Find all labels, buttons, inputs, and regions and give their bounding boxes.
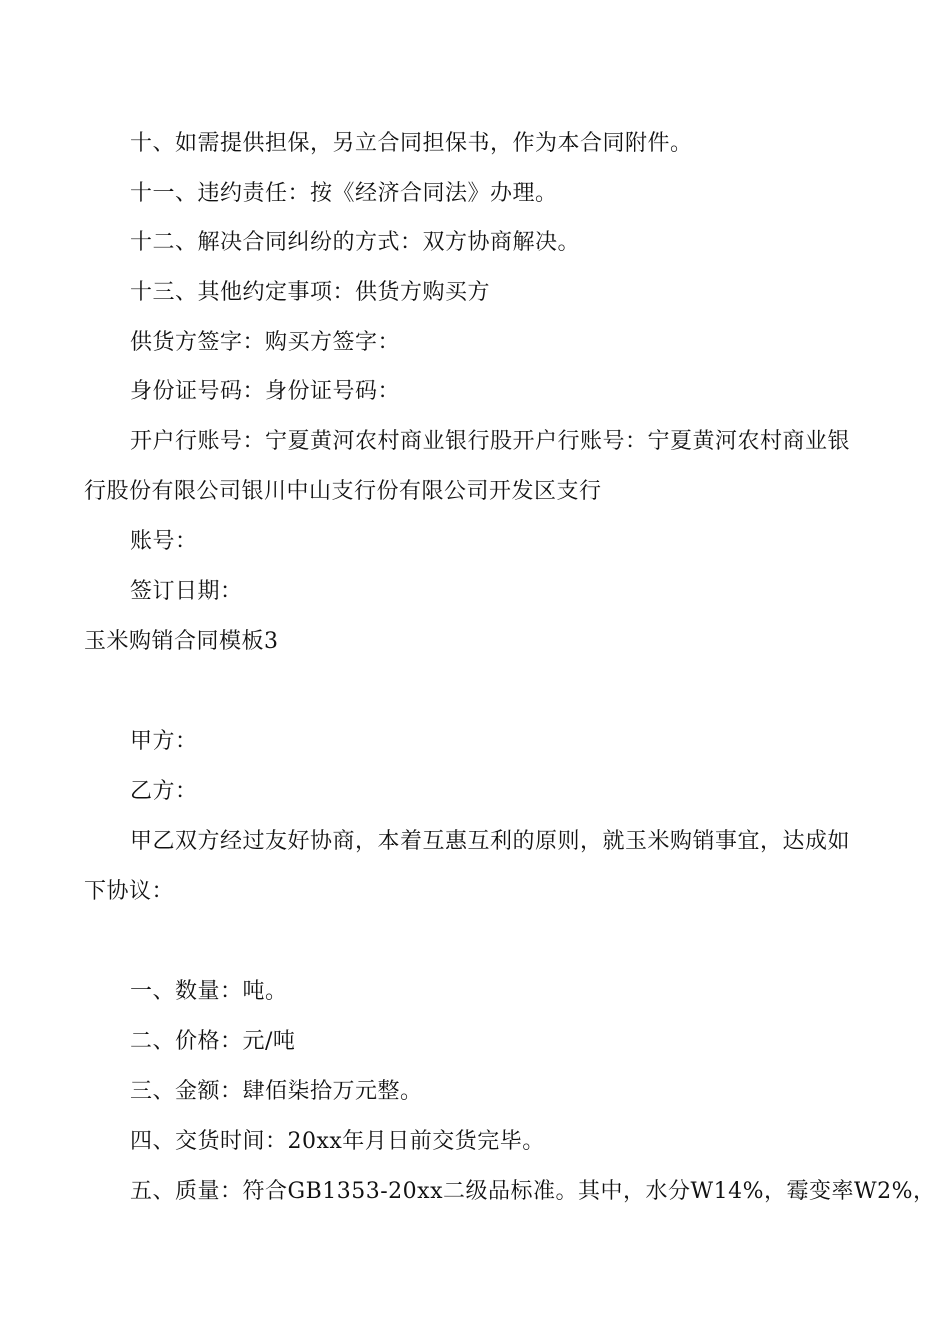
clause-10-guarantee: 十、如需提供担保，另立合同担保书，作为本合同附件。 <box>130 131 693 156</box>
party-b-line: 乙方： <box>130 779 198 804</box>
signature-line: 供货方签字：购买方签字： <box>130 330 401 355</box>
party-a-line: 甲方： <box>130 729 198 754</box>
clause-13-other: 十三、其他约定事项：供货方购买方 <box>130 280 491 305</box>
clause-12-dispute: 十二、解决合同纠纷的方式：双方协商解决。 <box>130 230 581 255</box>
clause-2-price: 二、价格：元/吨 <box>130 1029 296 1054</box>
bank-account-line: 开户行账号：宁夏黄河农村商业银行股开户行账号：宁夏黄河农村商业银 <box>130 429 851 454</box>
account-number-line: 账号： <box>130 529 198 554</box>
clause-1-quantity: 一、数量：吨。 <box>130 979 288 1004</box>
preamble-line-continued: 下协议： <box>84 879 175 904</box>
preamble-line: 甲乙双方经过友好协商，本着互惠互利的原则，就玉米购销事宜，达成如 <box>130 829 851 854</box>
section-heading: 玉米购销合同模板3 <box>84 629 279 654</box>
signing-date-line: 签订日期： <box>130 579 243 604</box>
clause-3-amount: 三、金额：肆佰柒拾万元整。 <box>130 1079 423 1104</box>
clause-5-quality: 五、质量：符合GB1353-20xx二级品标准。其中，水分W14%，霉变率W2%， <box>130 1179 936 1204</box>
id-number-line: 身份证号码：身份证号码： <box>130 379 401 404</box>
bank-account-line-continued: 行股份有限公司银川中山支行份有限公司开发区支行 <box>84 479 602 504</box>
clause-4-delivery-time: 四、交货时间：20xx年月日前交货完毕。 <box>130 1129 545 1154</box>
clause-11-liability: 十一、违约责任：按《经济合同法》办理。 <box>130 181 558 206</box>
